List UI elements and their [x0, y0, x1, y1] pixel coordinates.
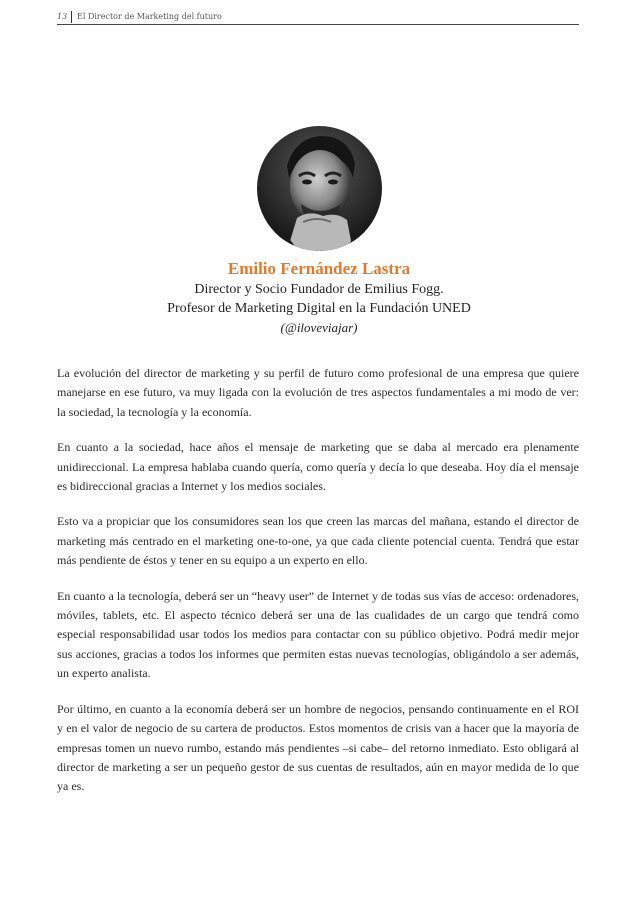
author-block: [0, 258, 638, 338]
author-handle: (@iloveviajar): [280, 320, 358, 335]
author-portrait-photo: [257, 126, 382, 251]
paragraph: La evolución del director de marketing y su perfil de futuro como profesional de una empresa que quiere manejarse en ese futuro, va muy ligada con la evolución de tres aspectos fundamentales a mi modo de ver: la sociedad, la tecnología y la economía.: [57, 366, 579, 419]
paragraph: En cuanto a la tecnología, deberá ser un “heavy user” de Internet y de todas sus vías de acceso: ordenadores, móviles, tablets, etc. El aspecto técnico deberá ser una de las cualidades de un cargo que tendrá como especial responsabilidad usar todos los medios para contactar con su público objetivo. Podrá medir mejor sus acciones, gracias a todos los informes que permiten estas nuevas tecnologías, obligándolo a ser además, un experto analista.: [57, 588, 579, 681]
paragraph: Esto va a propiciar que los consumidores sean los que creen las marcas del mañana, estando el director de marketing más centrado en el marketing one-to-one, ya que cada cliente potencial cuenta. Tendrá que estar más pendiente de éstos y tener en su equipo a un experto en ello.: [57, 514, 579, 568]
page-number: 13: [57, 12, 68, 21]
body-text: [57, 364, 579, 813]
running-title: El Director de Marketing del futuro: [77, 12, 222, 21]
header-rule: [57, 24, 579, 25]
header-separator: [71, 11, 72, 23]
author-role-line-1: Director y Socio Fundador de Emilius Fogg.: [194, 282, 444, 297]
paragraph: En cuanto a la sociedad, hace años el mensaje de marketing que se daba al mercado era plenamente unidireccional. La empresa hablaba cuando quería, como quería y decía lo que deseaba. Hoy día el mensaje es bidireccional gracias a Internet y los medios sociales.: [57, 440, 579, 494]
author-name: Emilio Fernández Lastra: [227, 259, 411, 278]
author-portrait: [257, 126, 382, 251]
author-role-line-2: Profesor de Marketing Digital en la Fundación UNED: [167, 301, 471, 316]
page-header: [57, 11, 579, 25]
paragraph: Por último, en cuanto a la economía deberá ser un hombre de negocios, pensando continuamente en el ROI y en el valor de negocio de su cartera de productos. Estos momentos de crisis van a hacer que la mayoría de empresas tomen un nuevo rumbo, estando más pendientes –si cabe– del retorno inmediato. Esto obligará al director de marketing a ser un pequeño gestor de sus cuentas de resultados, aún en mayor medida de lo que ya es.: [57, 701, 579, 794]
